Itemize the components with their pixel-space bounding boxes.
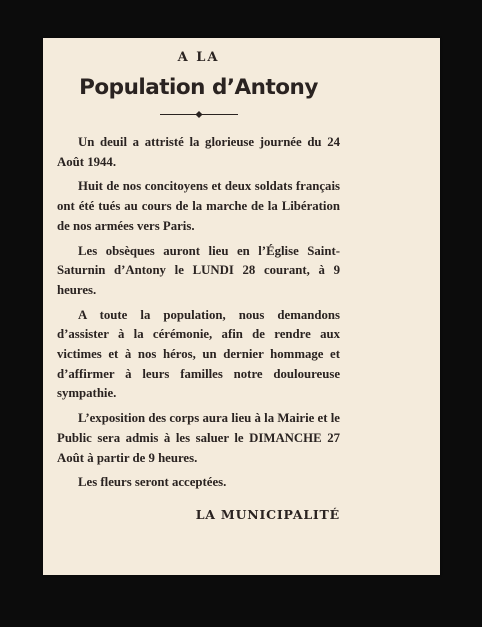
paragraph-flowers: Les fleurs seront acceptées. [78,475,227,490]
date-emphasis: 24 Août 1944 [57,135,340,169]
paragraph-text: Les obsèques auront lieu en l’Église Saint-Saturnin d’Antony le [57,243,340,278]
heading-population: Population d’Antony [79,75,318,100]
day-emphasis: LUNDI 28 [192,263,256,278]
day-emphasis: DIMANCHE 27 [249,430,340,445]
paragraph-text: L’exposition des corps aura lieu à la Mairie et le Public sera admis à les saluer le [57,411,340,445]
paragraph-exhibition [57,409,340,468]
paragraph-funeral [57,242,340,301]
paragraph-mourning [57,133,340,172]
signature-municipalite: LA MUNICIPALITÉ [195,506,340,522]
paragraph-victims: Huit de nos concitoyens et deux soldats français ont été tués au cours de la marche de la Libération de nos armées vers Paris. [57,179,340,233]
heading-a-la: A LA [177,50,220,65]
poster-content [57,50,340,522]
paragraph-appeal: A toute la population, nous demandons d’assister à la cérémonie, afin de rendre aux victimes et à nos héros, un dernier hommage et d’affirmer à leurs familles notre douloureuse sympathie. [57,307,340,401]
paragraph-text: Août à partir de 9 heures. [57,450,198,465]
paragraph-text: . [112,154,117,169]
paragraph-text: courant, à 9 heures. [57,263,340,297]
ornamental-divider [160,114,238,115]
paragraph-text: Un deuil a attristé la glorieuse journée du [78,135,328,149]
